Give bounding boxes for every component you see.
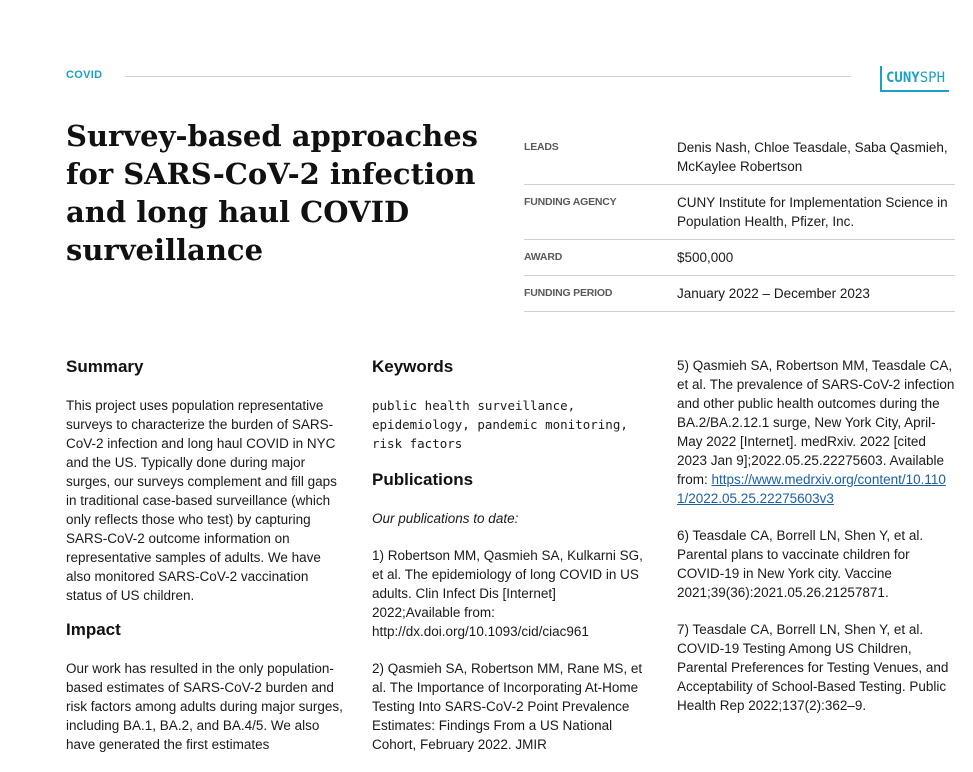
logo-sph-text: SPH xyxy=(919,70,946,86)
meta-label: AWARD xyxy=(524,251,563,263)
meta-row-funding-period xyxy=(524,276,955,312)
publication-item: 1) Robertson MM, Qasmieh SA, Kulkarni SG, et al. The epidemiology of long COVID in US adults. Clin Infect Dis [Internet] 2022;Available from: http://dx.doi.org/10.1093/cid/ciac961 xyxy=(372,548,643,639)
publication-item xyxy=(677,356,955,508)
impact-heading: Impact xyxy=(66,620,121,639)
publication-text: 5) Qasmieh SA, Robertson MM, Teasdale CA, et al. The prevalence of SARS-CoV-2 infection and other public health outcomes during the BA.2/BA.2.12.1 surge, New York City, April-May 2022 [Internet]. medRxiv. 2022 [cited 2023 Jan 9];2022.05.25.22275603. Available from: xyxy=(677,358,955,487)
meta-value: January 2022 – December 2023 xyxy=(677,286,870,301)
keywords-publications-column xyxy=(372,356,647,772)
publication-item: 2) Qasmieh SA, Robertson MM, Rane MS, et al. The Importance of Incorporating At-Home Testing Into SARS-CoV-2 Point Prevalence Estimates: Findings From a US National Cohort, February 2022. JMIR xyxy=(372,661,643,752)
keywords-text: public health surveillance, epidemiology, pandemic monitoring, risk factors xyxy=(372,398,628,451)
summary-column xyxy=(66,356,346,768)
meta-row-leads xyxy=(524,130,955,185)
summary-text: This project uses population representative surveys to characterize the burden of SARS-CoV-2 infection and long haul COVID in NYC and the US. Typically done during major surges, our surveys complement and fill gaps in traditional case-based surveillance (which only reflects those who test) by capturing SARS-CoV-2 outcome information on representative samples of adults. We have also monitored SARS-CoV-2 vaccination status of US children. xyxy=(66,398,337,603)
logo-cuny-text: CUNY xyxy=(886,70,920,86)
keywords-heading: Keywords xyxy=(372,357,454,376)
meta-row-award xyxy=(524,240,955,276)
meta-label: LEADS xyxy=(524,141,559,153)
meta-label: FUNDING PERIOD xyxy=(524,287,613,299)
project-meta-table xyxy=(524,130,955,312)
publication-item: 6) Teasdale CA, Borrell LN, Shen Y, et al. Parental plans to vaccinate children for COVID-19 in New York city. Vaccine 2021;39(36):2021.05.26.21257871. xyxy=(677,528,924,600)
page-title: Survey-based approaches for SARS-CoV-2 infection and long haul COVID surveillance xyxy=(66,119,478,267)
meta-value: $500,000 xyxy=(677,250,734,265)
impact-text: Our work has resulted in the only population-based estimates of SARS-CoV-2 burden and risk factors among adults during major surges, including BA.1, BA.2, and BA.4/5. We also have generated the first estimates xyxy=(66,661,343,752)
divider xyxy=(125,76,851,77)
cuny-sph-logo[interactable] xyxy=(880,66,949,92)
topic-label[interactable]: COVID xyxy=(66,69,103,81)
publications-continued-column xyxy=(677,356,955,733)
meta-value: Denis Nash, Chloe Teasdale, Saba Qasmieh, McKaylee Robertson xyxy=(677,140,948,174)
publications-intro: Our publications to date: xyxy=(372,511,519,526)
meta-label: FUNDING AGENCY xyxy=(524,196,617,208)
summary-heading: Summary xyxy=(66,357,144,376)
publication-item: 7) Teasdale CA, Borrell LN, Shen Y, et al. COVID-19 Testing Among US Children, Parental Preferences for Testing Venues, and Acceptability of School-Based Testing. Public Health Rep 2022;137(2):362–9. xyxy=(677,622,949,713)
publications-heading: Publications xyxy=(372,470,474,489)
meta-value: CUNY Institute for Implementation Science in Population Health, Pfizer, Inc. xyxy=(677,195,948,229)
publication-link[interactable]: https://www.medrxiv.org/content/10.1101/2022.05.25.22275603v3 xyxy=(677,472,946,506)
meta-row-funding-agency xyxy=(524,185,955,240)
top-bar xyxy=(66,66,955,92)
